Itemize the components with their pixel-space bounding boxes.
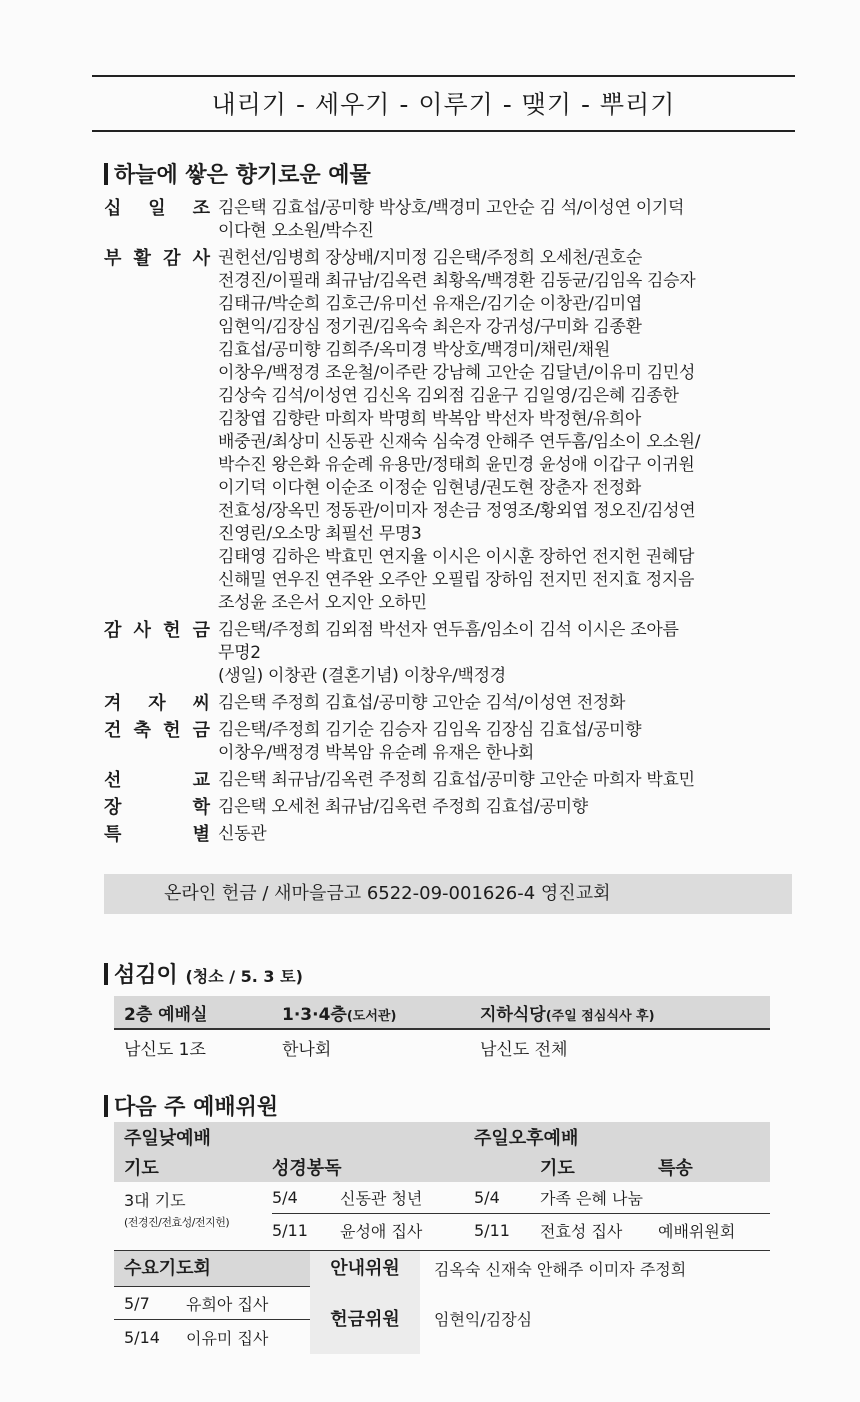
offering-row xyxy=(104,197,804,243)
category-char: 선 xyxy=(104,770,122,791)
offering-category xyxy=(104,692,218,715)
offering-category xyxy=(104,719,218,765)
offerings-title xyxy=(104,158,371,189)
category-char: 십 xyxy=(104,198,122,219)
category-char: 헌 xyxy=(163,620,181,641)
category-char: 씨 xyxy=(192,693,210,714)
offering-row xyxy=(104,796,804,819)
category-char: 자 xyxy=(148,693,166,714)
morning-prayer-cell xyxy=(114,1182,272,1246)
top-rule xyxy=(92,75,795,77)
value-basement: 남신도 전체 xyxy=(480,1039,568,1060)
wednesday-label: 수요기도회 xyxy=(114,1251,310,1287)
header-basement-small: (주일 점심식사 후) xyxy=(545,1008,655,1024)
category-char: 헌 xyxy=(163,720,181,741)
category-char: 사 xyxy=(192,248,210,269)
offering-committee-row xyxy=(114,1286,770,1354)
row2-date2: 5/11 xyxy=(474,1220,510,1240)
row2-reading: 윤성애 집사 xyxy=(340,1221,423,1241)
offering-category xyxy=(104,823,218,846)
wed2-date: 5/14 xyxy=(124,1327,160,1347)
serving-subtitle: (청소 / 5. 3 토) xyxy=(185,967,303,986)
row2-special: 예배위원회 xyxy=(658,1221,736,1241)
offering-category xyxy=(104,619,218,688)
offering-category xyxy=(104,769,218,792)
next-rows xyxy=(272,1182,770,1246)
afternoon-service-label: 주일오후예배 xyxy=(474,1128,579,1149)
offering-names: 김은택 오세천 최규남/김옥련 주정희 김효섭/공미향 xyxy=(218,797,588,817)
wed2-name: 이유미 집사 xyxy=(186,1328,269,1348)
category-char: 축 xyxy=(133,720,151,741)
reading-label: 성경봉독 xyxy=(272,1158,342,1179)
offering-category xyxy=(104,796,218,819)
category-char: 부 xyxy=(104,248,122,269)
header-134f xyxy=(282,1000,480,1025)
title-bar xyxy=(104,163,108,185)
category-char: 사 xyxy=(133,620,151,641)
serving-title-text: 섬김이 xyxy=(114,963,178,988)
committee-table xyxy=(114,1250,770,1354)
header-134f-text: 1·3·4층 xyxy=(282,1004,347,1025)
header-2f: 2층 예배실 xyxy=(124,1004,208,1025)
serving-title xyxy=(104,958,303,989)
offering-row xyxy=(104,619,804,688)
offering-names: 신동관 xyxy=(218,824,267,844)
value-134f: 한나회 xyxy=(282,1039,332,1060)
row1-prayer: 가족 은혜 나눔 xyxy=(540,1189,643,1208)
category-char: 활 xyxy=(133,248,151,269)
row2-prayer: 전효성 집사 xyxy=(540,1221,623,1241)
next-row-1 xyxy=(272,1182,770,1214)
wed-row-1 xyxy=(114,1286,310,1320)
offering-names: 김은택/주정희 김외점 박선자 연두흠/임소이 김석 이시은 조아름 무명2 (생일) 이창관 (결혼기념) 이창우/백정경 xyxy=(218,620,679,686)
row1-reading: 신동관 청년 xyxy=(340,1189,423,1208)
next-header-row-1 xyxy=(114,1122,770,1152)
offerings-list xyxy=(104,197,804,850)
next-row-2 xyxy=(272,1214,770,1246)
offering-row xyxy=(104,247,804,615)
motto: 내리기 - 세우기 - 이루기 - 맺기 - 뿌리기 xyxy=(211,90,676,119)
offering-row xyxy=(104,692,804,715)
wednesday-list xyxy=(114,1286,310,1354)
offerings-title-text: 하늘에 쌓은 향기로운 예물 xyxy=(114,163,371,188)
category-char: 일 xyxy=(148,198,166,219)
morning-prayer-name: 3대 기도 xyxy=(124,1191,186,1210)
category-char: 금 xyxy=(192,620,210,641)
offering-committee-label: 헌금위원 xyxy=(310,1286,420,1354)
serving-value-row xyxy=(114,1030,770,1064)
online-offering-banner: 온라인 헌금 / 새마을금고 6522-09-001626-4 영진교회 xyxy=(104,874,792,914)
title-bar xyxy=(104,963,108,985)
row1-date2: 5/4 xyxy=(474,1188,500,1207)
category-char: 조 xyxy=(192,198,210,219)
offering-row xyxy=(104,823,804,846)
category-char: 겨 xyxy=(104,693,122,714)
special-label: 특송 xyxy=(658,1158,693,1179)
usher-row xyxy=(114,1250,770,1286)
offering-committee-names: 임현익/김장심 xyxy=(434,1310,533,1329)
title-bar xyxy=(104,1095,108,1117)
next-body xyxy=(114,1182,770,1246)
next-header-row-2 xyxy=(114,1152,770,1182)
category-char: 특 xyxy=(104,824,122,845)
offering-category xyxy=(104,197,218,243)
wed1-name: 유희아 집사 xyxy=(186,1294,269,1314)
usher-label: 안내위원 xyxy=(310,1251,420,1287)
next-week-table xyxy=(114,1122,770,1246)
value-2f: 남신도 1조 xyxy=(124,1039,206,1060)
row2-date: 5/11 xyxy=(272,1220,308,1240)
offering-names: 김은택/주정희 김기순 김승자 김임옥 김장심 김효섭/공미향 이창우/백정경 박복암 유순례 유재은 한나회 xyxy=(218,720,642,763)
usher-names: 김옥숙 신재숙 안해주 이미자 주정희 xyxy=(434,1260,687,1279)
prayer-label: 기도 xyxy=(124,1158,159,1179)
serving-table xyxy=(114,996,770,1064)
category-char: 별 xyxy=(192,824,210,845)
serving-header-row xyxy=(114,996,770,1030)
category-char: 장 xyxy=(104,797,122,818)
offering-row xyxy=(104,769,804,792)
category-char: 교 xyxy=(192,770,210,791)
wed-row-2 xyxy=(114,1320,310,1354)
prayer2-label: 기도 xyxy=(540,1158,575,1179)
category-char: 감 xyxy=(163,248,181,269)
category-char: 건 xyxy=(104,720,122,741)
wed1-date: 5/7 xyxy=(124,1293,150,1313)
offering-category xyxy=(104,247,218,615)
offering-row xyxy=(104,719,804,765)
motto-bottom-rule xyxy=(92,130,795,132)
offering-names: 권헌선/임병희 장상배/지미정 김은택/주정희 오세천/권호순 전경진/이필래 최규남/김옥련 최황옥/백경환 김동균/김임옥 김승자 김태규/박순희 김호근/유미선 유재은/김기순 이창관/김미엽 임현익/김장심 정기권/김옥숙 최은자 강귀성/구미화 김종환 김효섭/공미향 김희주/옥미경 박상호/백경미/채린/채원 이창우/백정경 조운철/이주란 강남혜 고안순 김달년/이유미 김민성 김상숙 김석/이성연 김신옥 김외점 김윤구 김일영/김은혜 김종한 김창엽 김향란 마희자 박명희 박복암 박선자 박정현/유희아 배중권/최상미 신동관 신재숙 심숙경 안해주 연두흠/임소이 오소원/ 박수진 왕은화 유순례 유용만/정태희 윤민경 윤성애 이갑구 이귀원 이기덕 이다현 이순조 이정순 임현녕/권도현 장춘자 전정화 전효성/장옥민 정동관/이미자 정손금 정영조/황외엽 정오진/김성연 진영린/오소망 최필선 무명3 김태영 김하은 박효민 연지율 이시은 이시훈 장하언 전지헌 권혜담 신해밀 연우진 연주완 오주안 오필립 장하임 전지민 전지효 정지음 조성윤 조은서 오지안 오하민 xyxy=(218,248,701,613)
header-134f-small: (도서관) xyxy=(346,1008,397,1024)
next-week-title xyxy=(104,1090,278,1121)
category-char: 금 xyxy=(192,720,210,741)
category-char: 감 xyxy=(104,620,122,641)
morning-service-label: 주일낮예배 xyxy=(124,1128,211,1149)
next-week-title-text: 다음 주 예배위원 xyxy=(114,1095,279,1120)
row1-date: 5/4 xyxy=(272,1188,298,1207)
header-basement xyxy=(480,1000,770,1025)
morning-prayer-names-small: (전경진/전효성/전지헌) xyxy=(124,1216,230,1229)
offering-names: 김은택 김효섭/공미향 박상호/백경미 고안순 김 석/이성연 이기덕 이다현 오소원/박수진 xyxy=(218,198,685,241)
offering-names: 김은택 최규남/김옥련 주정희 김효섭/공미향 고안순 마희자 박효민 xyxy=(218,770,695,790)
category-char: 학 xyxy=(192,797,210,818)
header-basement-text: 지하식당 xyxy=(480,1004,546,1025)
offering-names: 김은택 주정희 김효섭/공미향 고안순 김석/이성연 전정화 xyxy=(218,693,626,713)
